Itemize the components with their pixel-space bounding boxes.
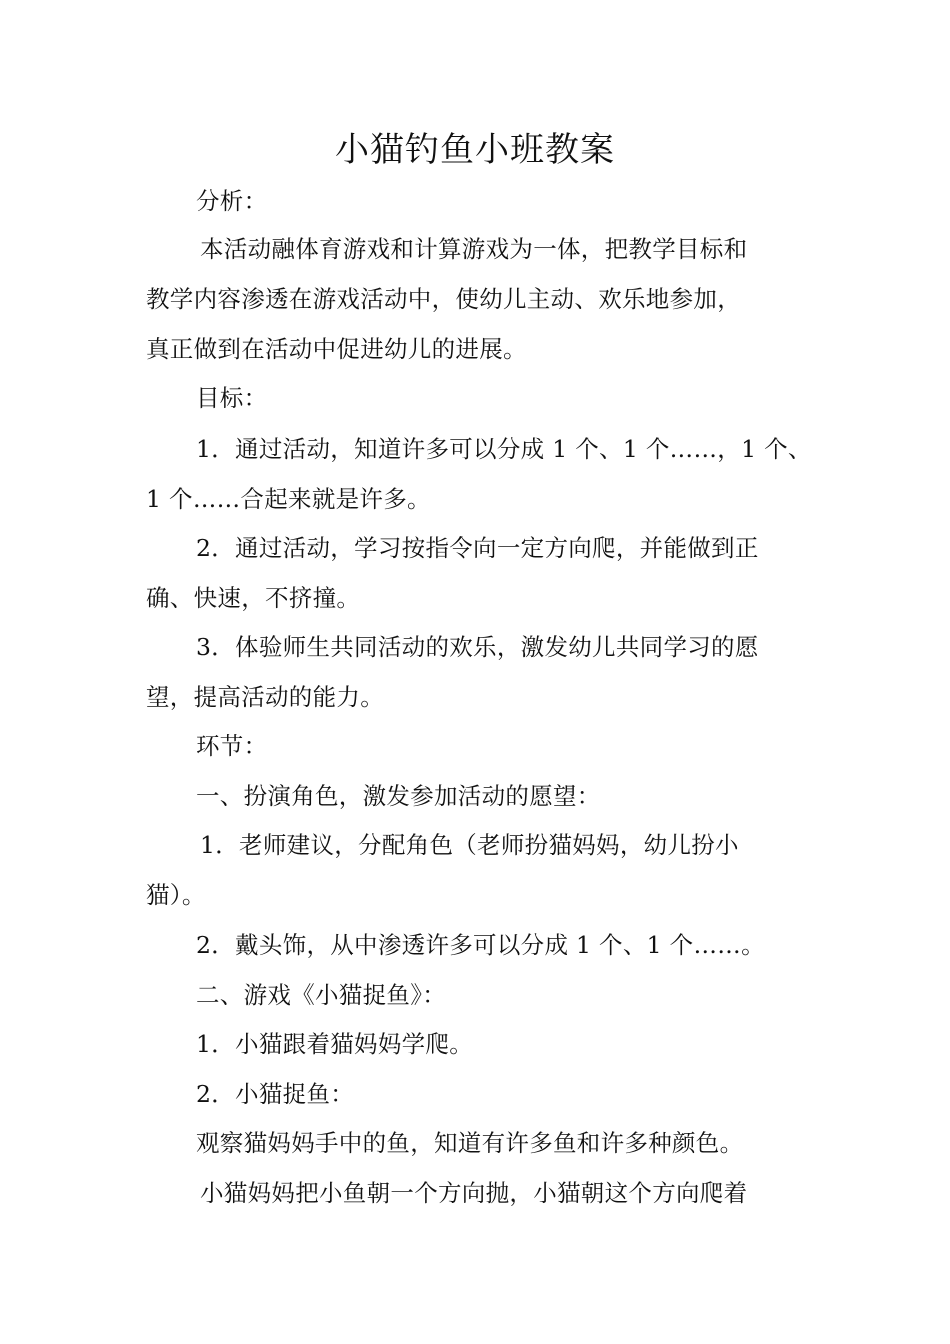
paragraph-line: 确、快速，不挤撞。 [146, 584, 361, 612]
paragraph-line: 2．戴头饰，从中渗透许多可以分成 1 个、1 个……。 [196, 931, 765, 959]
paragraph-line: 望，提高活动的能力。 [146, 683, 384, 711]
paragraph-line: 1．通过活动，知道许多可以分成 1 个、1 个……，1 个、 [196, 435, 812, 463]
paragraph-line: 3．体验师生共同活动的欢乐，激发幼儿共同学习的愿 [196, 633, 759, 661]
paragraph-line: 一、扮演角色，激发参加活动的愿望： [196, 782, 601, 810]
section-heading-steps: 环节： [196, 732, 268, 760]
section-heading-analysis: 分析： [196, 187, 268, 215]
paragraph-line: 1．小猫跟着猫妈妈学爬。 [196, 1030, 474, 1058]
paragraph-line: 本活动融体育游戏和计算游戏为一体，把教学目标和 [200, 235, 748, 263]
paragraph-line: 真正做到在活动中促进幼儿的进展。 [146, 335, 527, 363]
paragraph-line: 观察猫妈妈手中的鱼，知道有许多鱼和许多种颜色。 [196, 1129, 744, 1157]
section-heading-goals: 目标： [196, 384, 268, 412]
paragraph-line: 小猫妈妈把小鱼朝一个方向抛，小猫朝这个方向爬着 [200, 1179, 748, 1207]
paragraph-line: 教学内容渗透在游戏活动中，使幼儿主动、欢乐地参加， [146, 285, 741, 313]
paragraph-line: 1．老师建议，分配角色（老师扮猫妈妈，幼儿扮小 [200, 831, 739, 859]
paragraph-line: 1 个……合起来就是许多。 [146, 485, 431, 513]
paragraph-line: 二、游戏《小猫捉鱼》： [196, 981, 447, 1009]
paragraph-line: 猫）。 [146, 881, 206, 909]
paragraph-line: 2．小猫捉鱼： [196, 1080, 355, 1108]
document-title: 小猫钓鱼小班教案 [335, 130, 615, 170]
paragraph-line: 2．通过活动，学习按指令向一定方向爬，并能做到正 [196, 534, 759, 562]
